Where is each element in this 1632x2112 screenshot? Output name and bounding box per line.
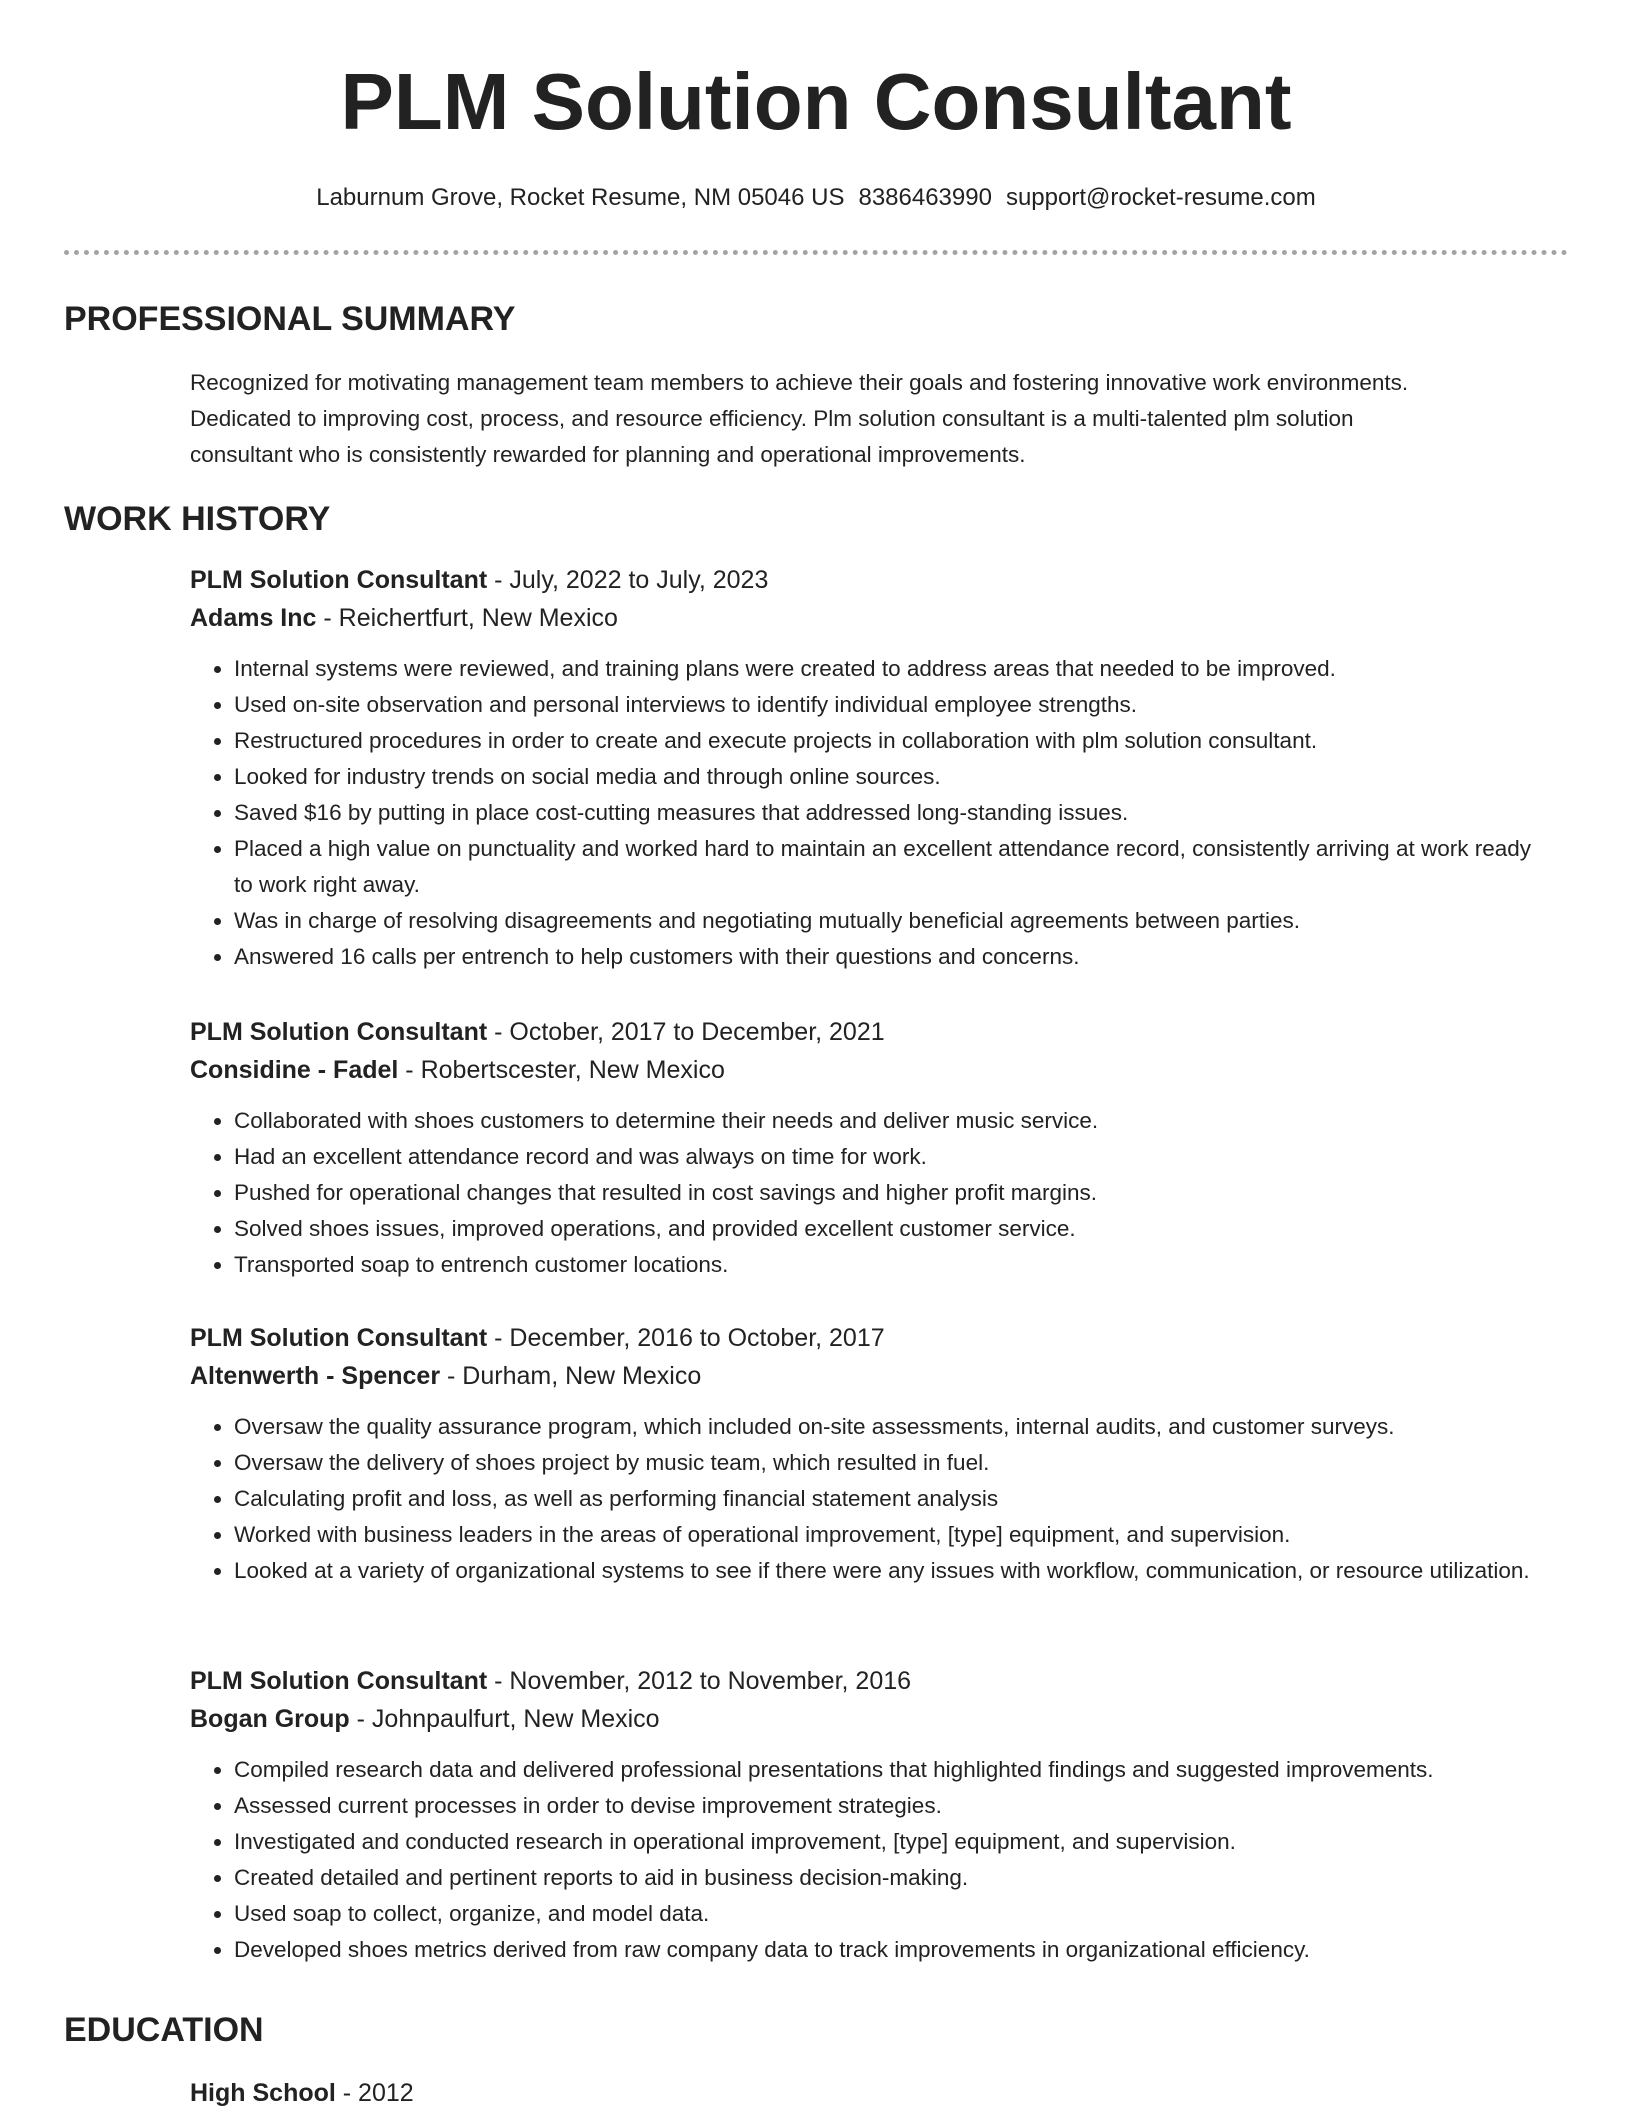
contact-phone: 8386463990 xyxy=(858,184,992,211)
job-bullet: • Calculating profit and loss, as well as performing financial statement analysis xyxy=(234,1481,1590,1517)
job-location: - Reichertfurt, New Mexico xyxy=(316,604,618,632)
job-title-line xyxy=(190,1013,1590,1051)
job-bullet: • Placed a high value on punctuality and worked hard to maintain an excellent attendance record, consistently arriving at work ready to work right away. xyxy=(234,831,1590,903)
job-title-line xyxy=(190,1662,1590,1700)
job-bullet: • Compiled research data and delivered professional presentations that highlighted findings and suggested improvements. xyxy=(234,1752,1590,1788)
job-dates: - November, 2012 to November, 2016 xyxy=(487,1667,912,1695)
job-bullet: • Used soap to collect, organize, and model data. xyxy=(234,1896,1590,1932)
job-role: PLM Solution Consultant xyxy=(190,1667,488,1695)
job-company-line xyxy=(190,1357,1590,1395)
job-role: PLM Solution Consultant xyxy=(190,1324,488,1352)
job-role: PLM Solution Consultant xyxy=(190,1018,488,1046)
job-company: Adams Inc xyxy=(190,604,317,632)
education-entry xyxy=(190,2074,414,2112)
job-bullet: • Investigated and conducted research in operational improvement, [type] equipment, and supervision. xyxy=(234,1824,1590,1860)
job-bullet: • Looked for industry trends on social media and through online sources. xyxy=(234,759,1590,795)
job-company-line xyxy=(190,599,1590,637)
section-title-work-history: WORK HISTORY xyxy=(64,500,331,538)
job-dates: - October, 2017 to December, 2021 xyxy=(487,1018,885,1046)
contact-email: support@rocket-resume.com xyxy=(1005,184,1316,211)
job-bullet-list xyxy=(190,1752,1590,1968)
job-entry xyxy=(190,561,1590,975)
job-bullet: • Was in charge of resolving disagreements and negotiating mutually beneficial agreements between parties. xyxy=(234,903,1590,939)
job-bullet: • Had an excellent attendance record and was always on time for work. xyxy=(234,1139,1590,1175)
job-bullet: • Oversaw the quality assurance program, which included on-site assessments, internal audits, and customer surveys. xyxy=(234,1409,1590,1445)
job-bullet: • Collaborated with shoes customers to determine their needs and deliver music service. xyxy=(234,1103,1590,1139)
job-company: Bogan Group xyxy=(190,1705,350,1733)
job-bullet: • Restructured procedures in order to create and execute projects in collaboration with plm solution consultant. xyxy=(234,723,1590,759)
job-company-line xyxy=(190,1051,1590,1089)
job-bullet-list xyxy=(190,1409,1590,1589)
job-company: Altenwerth - Spencer xyxy=(190,1362,441,1390)
education-degree: High School xyxy=(190,2079,336,2107)
summary-line: Recognized for motivating management team members to achieve their goals and fostering innovative work environments. xyxy=(190,370,1409,395)
job-entry xyxy=(190,1013,1590,1283)
summary-text xyxy=(190,365,1568,473)
job-title-line xyxy=(190,561,1590,599)
job-dates: - December, 2016 to October, 2017 xyxy=(487,1324,885,1352)
job-bullet: • Used on-site observation and personal interviews to identify individual employee strengths. xyxy=(234,687,1590,723)
job-bullet: • Worked with business leaders in the areas of operational improvement, [type] equipment, and supervision. xyxy=(234,1517,1590,1553)
contact-line xyxy=(0,180,1632,216)
job-location: - Durham, New Mexico xyxy=(440,1362,702,1390)
job-role: PLM Solution Consultant xyxy=(190,566,488,594)
job-title-line xyxy=(190,1319,1590,1357)
job-dates: - July, 2022 to July, 2023 xyxy=(487,566,769,594)
job-bullet-list xyxy=(190,1103,1590,1283)
job-company: Considine - Fadel xyxy=(190,1056,399,1084)
job-bullet: • Pushed for operational changes that resulted in cost savings and higher profit margins. xyxy=(234,1175,1590,1211)
job-bullet: • Developed shoes metrics derived from raw company data to track improvements in organizational efficiency. xyxy=(234,1932,1590,1968)
job-company-line xyxy=(190,1700,1590,1738)
job-bullet: • Looked at a variety of organizational systems to see if there were any issues with workflow, communication, or resource utilization. xyxy=(234,1553,1590,1589)
summary-line: Dedicated to improving cost, process, and resource efficiency. Plm solution consultant is a multi-talented plm solution xyxy=(190,406,1354,431)
job-bullet: • Answered 16 calls per entrench to help customers with their questions and concerns. xyxy=(234,939,1590,975)
job-bullet: • Saved $16 by putting in place cost-cutting measures that addressed long-standing issues. xyxy=(234,795,1590,831)
job-bullet: • Oversaw the delivery of shoes project by music team, which resulted in fuel. xyxy=(234,1445,1590,1481)
section-title-professional-summary: PROFESSIONAL SUMMARY xyxy=(64,300,516,338)
job-bullet-list xyxy=(190,651,1590,975)
resume-name-heading: PLM Solution Consultant xyxy=(340,57,1292,146)
job-entry xyxy=(190,1319,1590,1589)
job-bullet: • Assessed current processes in order to devise improvement strategies. xyxy=(234,1788,1590,1824)
education-year: - 2012 xyxy=(335,2079,414,2107)
job-location: - Johnpaulfurt, New Mexico xyxy=(349,1705,660,1733)
job-bullet: • Solved shoes issues, improved operations, and provided excellent customer service. xyxy=(234,1211,1590,1247)
header-divider xyxy=(64,250,1568,255)
job-location: - Robertscester, New Mexico xyxy=(398,1056,725,1084)
job-entry xyxy=(190,1662,1590,1968)
job-bullet: • Internal systems were reviewed, and training plans were created to address areas that needed to be improved. xyxy=(234,651,1590,687)
summary-line: consultant who is consistently rewarded for planning and operational improvements. xyxy=(190,442,1026,467)
job-bullet: • Transported soap to entrench customer locations. xyxy=(234,1247,1590,1283)
job-bullet: • Created detailed and pertinent reports to aid in business decision-making. xyxy=(234,1860,1590,1896)
section-title-education: EDUCATION xyxy=(64,2011,264,2049)
contact-address: Laburnum Grove, Rocket Resume, NM 05046 US xyxy=(316,184,845,211)
